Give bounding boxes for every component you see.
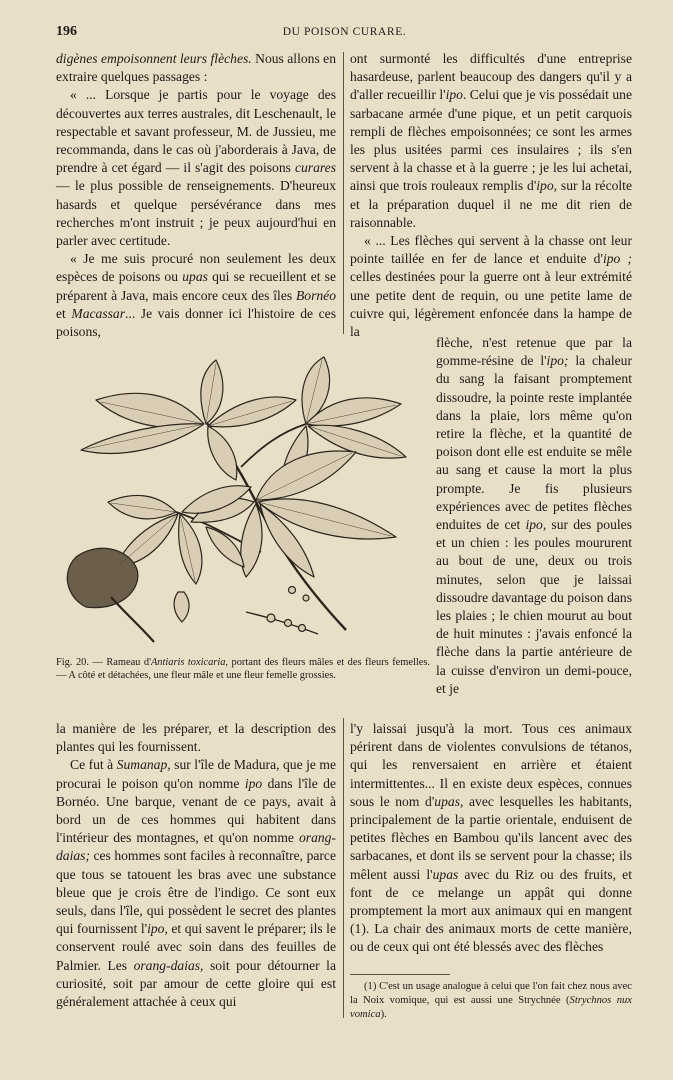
- text-run: sur la récolte et la préparation duquel il ne me dit rien de raisonnable.: [350, 178, 632, 230]
- column-right-bottom: [350, 720, 632, 957]
- italic-run: ipo,: [525, 517, 547, 533]
- running-header: [56, 24, 633, 44]
- text-run: ).: [380, 1009, 387, 1020]
- footnote: [350, 980, 632, 1022]
- italic-run: upas: [182, 269, 208, 285]
- paragraph: [56, 50, 336, 86]
- text-run: et: [56, 305, 72, 321]
- page-number: 196: [56, 24, 77, 39]
- paragraph: [350, 50, 632, 232]
- text-run: Ce fut à: [70, 757, 117, 773]
- text-run: sur des poules et un chien : les poules moururent au bout de une, deux ou trois minutes, selon que je laissai dissoudre davantage du poison dans les plaies ; le chien mourut au bout de huit minutes : j'avais enfoncé la flèche dans la partie antérieure de la cuisse d'environ un demi-pouce, et je: [436, 517, 632, 696]
- italic-run: ipo,: [147, 921, 168, 937]
- column-divider-top: [343, 52, 344, 334]
- italic-run: Strychnos nux vomica: [350, 995, 633, 1020]
- text-run: « ... Les flèches qui servent à la chasse ont leur pointe taillée en fer de lance et enduite d': [350, 233, 632, 267]
- text-run: la chaleur du sang la faisant promptement dissoudre, la pointe reste implantée dans la plaie, lors même qu'on retire la flèche, et la quantité de poison dont elle est enduite se mêle au sang et cause la mort la plus prompte. Je fis plusieurs expériences avec de petites flèches enduites de cet: [436, 353, 632, 533]
- italic-run: upas,: [434, 793, 464, 809]
- text-run: portant des fleurs mâles et des fleurs femelles. — A côté et détachées, une fleur mâle et une fleur femelle grossies.: [56, 657, 430, 681]
- italic-run: ipo ;: [602, 251, 632, 267]
- running-title: DU POISON CURARE.: [282, 26, 407, 38]
- paragraph: [350, 980, 632, 1022]
- text-run: celles destinées pour la guerre ont à leur extrémité une petite dent de requin, ou une petite lame de cuivre qui, légèrement enfoncée dans la hampe de la: [350, 269, 632, 340]
- text-run: sur l'île de Madura, que je me procurai le poison qu'on nomme: [56, 757, 336, 791]
- text-run: avec du Riz ou des fruits, et font de ce melange un appât qui donne promptement la mort aux animaux qui en mangent (1). La chair des animaux morts de cette manière, ou de ceux qui ont été blessés avec des flèches: [350, 866, 632, 955]
- italic-run: ipo;: [546, 353, 569, 369]
- italic-run: ipo: [445, 87, 463, 103]
- column-left-top: [56, 50, 336, 341]
- italic-run: orang-daias;: [56, 830, 336, 864]
- text-run: — le plus possible de renseignements. D'heureux hasards et quelque persévérance dans mes recherches m'ont instruit ; je peux aujourd'hui en parler avec certitude.: [56, 178, 336, 249]
- italic-run: Macassar: [71, 305, 126, 321]
- column-left-bottom: [56, 720, 336, 1011]
- text-run: ... Je vais donner ici l'histoire de ces poisons,: [56, 305, 336, 340]
- text-run: . Celui que je vis possédait une sarbacane armée d'une pique, et un petit carquois rempli de flèches empoisonnées; ce sont les armes les plus usitées parmi ces insulaires ; ils s'en servent à la chasse et à la guerre ; je les lui achetai, ainsi que trois rouleaux remplis d': [350, 87, 632, 194]
- text-run: « Je me suis procuré non seulement les deux espèces de poisons ou: [56, 251, 336, 285]
- text-run: la manière de les préparer, et la description des plantes qui les fournissent.: [56, 721, 336, 755]
- italic-run: Antiaris toxicaria,: [150, 657, 229, 668]
- text-run: qui se recueillent et se préparent à Java, mais encore ceux des îles: [56, 269, 337, 303]
- paragraph: [56, 756, 336, 1011]
- italic-run: orang-daias,: [133, 957, 204, 973]
- paragraph: [56, 86, 336, 250]
- paragraph: [56, 250, 336, 341]
- italic-run: curares: [294, 160, 336, 176]
- text-run: (1) C'est un usage analogue à celui que l'on fait chez nous avec la Noix vomique, qui est aussi une Strychnée (: [350, 981, 632, 1006]
- column-divider-bottom: [343, 718, 344, 1018]
- paragraph: [350, 720, 632, 957]
- text-run: « ... Lorsque je partis pour le voyage des découvertes aux terres australes, dit Leschenault, le respectable et savant professeur, M. de Jussieu, me recommanda, dans le cas où j'aborderais à Java, de prendre à cet égard — il s'agit des poisons: [56, 87, 336, 176]
- figure-caption: [56, 656, 430, 682]
- column-right-top: [350, 50, 632, 341]
- text-run: l'y laissai jusqu'à la mort. Tous ces animaux périrent dans de violentes convulsions de tétanos, qui les renversaient en arrière et étaient intermittentes... Il en existe deux espèces, connues sous le nom d': [350, 721, 632, 809]
- figure-antiaris-illustration: [56, 352, 428, 652]
- footnote-rule: [350, 974, 450, 975]
- text-run: dans l'île de Bornéo. Une barque, venant de ce pays, avait à bord un de ces hommes qui habitent dans l'intérieur des montagnes, et qu'on nomme: [56, 775, 336, 846]
- text-run: ces hommes sont faciles à reconnaître, parce que tous se tatouent les bras avec une substance bleue que je crois être de l'indigo. Ce sont eux seuls, dans l'île, qui possèdent le secret des plantes qui fournissent l': [56, 848, 336, 937]
- italic-run: ipo: [244, 775, 263, 791]
- plant-engraving: [56, 352, 428, 652]
- paragraph: [350, 232, 632, 341]
- text-run: ont surmonté les difficultés d'une entreprise hasardeuse, parlent beaucoup des dangers qu'il y a d'aller recueillir l': [350, 51, 632, 103]
- italic-run: digènes empoisonnent leurs flèches.: [56, 51, 252, 66]
- italic-run: Bornéo: [295, 287, 336, 303]
- text-run: soit pour détourner la curiosité, soit par amour de cette gloire qui est généralement attachée à ceux qui: [56, 957, 336, 1010]
- column-right-middle: [436, 334, 632, 698]
- text-run: flèche, n'est retenue que par la gomme-résine de l': [436, 335, 632, 369]
- italic-run: upas: [432, 866, 459, 882]
- italic-run: Sumanap,: [116, 757, 171, 773]
- text-run: avec lesquelles les habitants, principalement de la partie orientale, enduisent de petites flèches en Bambou qu'ils lancent avec des sarbacanes, et dont ils se servent pour la chasse; ils mêlent aussi l': [350, 793, 632, 882]
- text-run: Nous allons en extraire quelques passages :: [56, 51, 337, 85]
- italic-run: ipo,: [536, 178, 558, 194]
- text-run: et qui savent le préparer; ils le conservent roulé avec soin dans des feuilles de Palmier. Les: [56, 921, 336, 973]
- paragraph: [436, 334, 632, 698]
- paragraph: [56, 720, 336, 756]
- text-run: Fig. 20. — Rameau d': [56, 657, 151, 668]
